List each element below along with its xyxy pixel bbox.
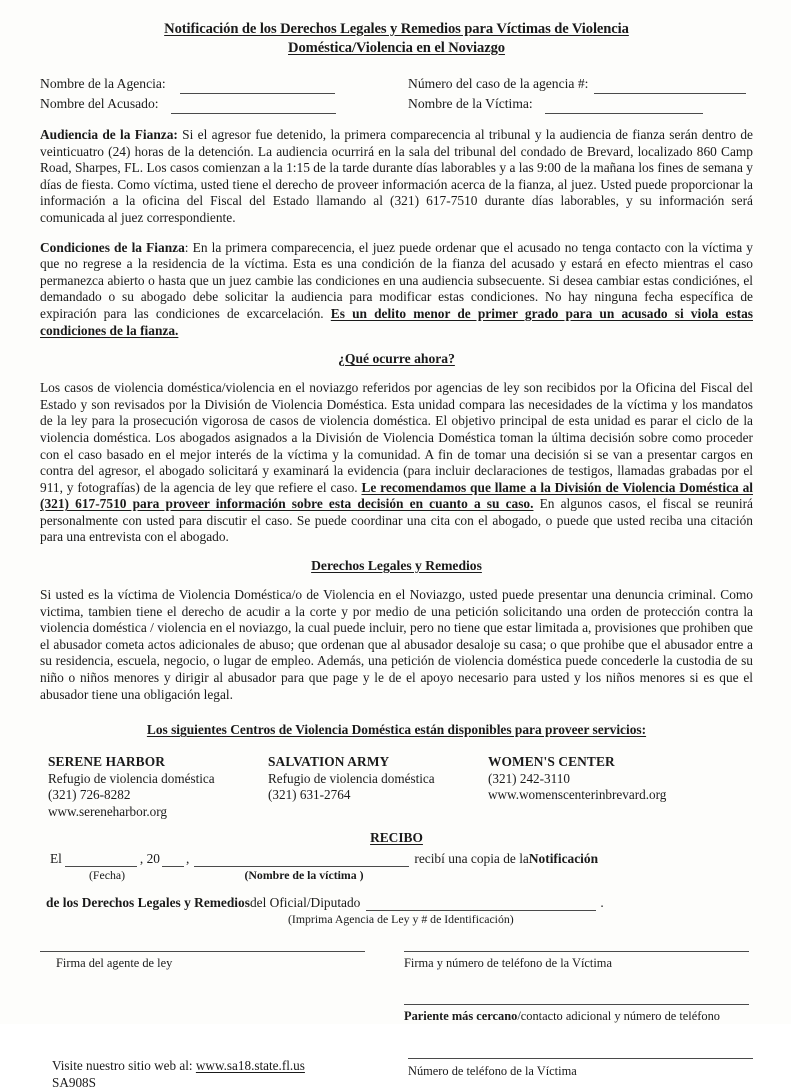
- center-item-serene-harbor: [40, 754, 268, 820]
- what-happens-now-paragraph: [40, 380, 753, 546]
- victim-phone-line[interactable]: [408, 1058, 753, 1059]
- receipt-year-label: , 20: [139, 851, 160, 867]
- center-phone[interactable]: (321) 726-8282: [48, 787, 131, 803]
- center-website[interactable]: www.sereneharbor.org: [48, 803, 168, 819]
- agency-name-field[interactable]: [40, 74, 408, 94]
- what-happens-now-emphasis: Le recomendamos que llame a la División de Violencia Doméstica al (321) 617-7510 para proveer información sobre esta decisión en cuanto a su caso.: [40, 479, 753, 512]
- case-number-field[interactable]: [408, 74, 753, 94]
- footer: [40, 1058, 753, 1091]
- victim-name-field[interactable]: [408, 94, 753, 114]
- center-website[interactable]: www.womenscenterinbrevard.org: [488, 787, 667, 803]
- victim-signature-caption: Firma y número de teléfono de la Víctima: [404, 956, 612, 971]
- bail-conditions-text: : En la primera comparecencia, el juez puede ordenar que el acusado no tenga contacto con la víctima y que no regrese a la residencia de la víctima. Esta es una condición de la fianza del acusado y estará en efecto mientras el caso permanezca abierto o hasta que un juez cambie las condiciones en una audiencia subsecuente. Si desea cambiar estas condiciónes, el demandado o su abogado debe solicitar la audiencia para modificar estas condiciones. No hay ninguna fecha específica de expiración para las condiciones de excarcelación.: [40, 239, 753, 321]
- signature-area: [40, 951, 753, 1024]
- footer-website-link[interactable]: www.sa18.state.fl.us: [195, 1058, 305, 1074]
- accused-name-field[interactable]: [40, 94, 408, 114]
- receipt-period: .: [600, 895, 604, 911]
- center-phone[interactable]: (321) 631-2764: [268, 787, 351, 803]
- accused-name-input[interactable]: [171, 100, 336, 114]
- what-happens-now-text-2: En algunos casos, el fiscal se reunirá personalmente con usted para discutir el caso. Se puede coordinar una cita con el abogado, o puede que usted reciba una citación para una entrevista con el abogado.: [40, 496, 753, 545]
- receipt-captions-row-1: [40, 868, 753, 883]
- footer-website-prefix: Visite nuestro sitio web al:: [52, 1058, 196, 1074]
- receipt-date-caption: (Fecha): [88, 868, 126, 883]
- victim-phone-block[interactable]: [408, 1058, 753, 1091]
- center-name: SERENE HARBOR: [48, 754, 166, 770]
- centers-heading: [40, 722, 753, 738]
- case-number-label: Número del caso de la agencia #:: [408, 76, 589, 91]
- bail-hearing-text: Si el agresor fue detenido, la primera comparecencia al tribunal y la audiencia de fianza serán dentro de veinticuatro (24) horas de la detención. La audiencia ocurrirá en la sala del tribunal del condado de Brevard, localizado 860 Camp Road, Sharpes, FL. Los casos comienzan a la 1:15 de la tarde durante días laborables y a las 9:00 de la mañana los fines de semana y días de fiesta. Como víctima, usted tiene el derecho de proveer información acerca de la fianza, al juez. Usted puede proporcionar la información a la oficina del Fiscal del Estado llamando al (321) 617-7510 durante días laborables, y su información será comunicada al juez correspondiente.: [40, 127, 753, 225]
- center-item-womens-center: [488, 754, 753, 820]
- centers-list: [40, 754, 753, 820]
- center-description: Refugio de violencia doméstica: [48, 770, 215, 786]
- signature-row-1: [40, 951, 753, 971]
- what-happens-now-heading: [40, 351, 753, 367]
- receipt-rights-bold: de los Derechos Legales y Remedios: [46, 895, 250, 911]
- legal-rights-paragraph: [40, 587, 753, 703]
- victim-signature-block[interactable]: [404, 951, 753, 971]
- receipt-agency-caption: (Imprima Agencia de Ley y # de Identificación): [288, 912, 514, 927]
- page-title-line-2: Doméstica/Violencia en el Noviazgo: [288, 40, 505, 56]
- receipt-suffix-bold: Notificación: [528, 851, 599, 867]
- receipt-heading-text: RECIBO: [370, 830, 423, 846]
- legal-rights-heading: [40, 558, 753, 574]
- page-title-line-1: Notificación de los Derechos Legales y Remedios para Víctimas de Violencia: [164, 21, 629, 37]
- receipt-comma: ,: [186, 851, 190, 867]
- victim-phone-caption: Número de teléfono de la Víctima: [408, 1064, 577, 1079]
- legal-rights-text: Si usted es la víctima de Violencia Doméstica/o de Violencia en el Noviazgo, usted puede presentar una denuncia criminal. Como victima, tambien tiene el derecho de acudir a la corte y por medio de una petición solicitando una orden de protección contra la violencia doméstica / violencia en el noviazgo, la cual puede incluir, pero no tiene que estar limitada a, provisiones que prohiben que el abusador cometa actos adicionales de abuso; que ordenan que al abusador desaloje su casa; o que prohibe que el abusador entre a su residencia, escuela, negocio, o lugar de empleo. Además, una petición de violencia doméstica puede concederle la custodia de su niño o niños menores y dirigir al abusador para que page y le de el apoyo necesario para usted y los niños menores si es que el abusador tiene una obligación legal.: [40, 587, 753, 702]
- receipt-el-label: El: [50, 851, 62, 867]
- next-of-kin-plain: /contacto adicional y número de teléfono: [517, 1009, 720, 1024]
- next-of-kin-caption: [404, 1005, 753, 1024]
- bail-hearing-heading: Audiencia de la Fianza:: [40, 127, 178, 142]
- officer-signature-caption: Firma del agente de ley: [56, 956, 173, 971]
- officer-signature-block[interactable]: [40, 951, 404, 971]
- receipt-officer-label: del Oficial/Diputado: [249, 895, 361, 911]
- footer-form-code: SA908S: [52, 1075, 96, 1091]
- bail-conditions-heading: Condiciones de la Fianza: [40, 239, 185, 255]
- case-number-input[interactable]: [594, 80, 746, 94]
- centers-heading-text: Los siguientes Centros de Violencia Doméstica están disponibles para proveer servicios:: [146, 722, 647, 738]
- center-item-salvation-army: [268, 754, 488, 820]
- victim-name-label: Nombre de la Víctima:: [408, 96, 533, 111]
- agency-name-input[interactable]: [180, 80, 335, 94]
- receipt-line-1: [40, 851, 753, 867]
- form-header-row-2: [40, 94, 753, 114]
- receipt-line-2: [40, 895, 753, 911]
- signature-row-2: [40, 1004, 753, 1024]
- center-name: WOMEN'S CENTER: [488, 754, 615, 770]
- bail-hearing-paragraph: [40, 127, 753, 227]
- victim-name-input[interactable]: [545, 100, 703, 114]
- what-happens-now-text-1: Los casos de violencia doméstica/violencia en el noviazgo referidos por agencias de ley son recibidos por la Oficina del Fiscal del Estado y son revisados por la División de Violencia Doméstica. Esta unidad compara las necesidades de la víctima y los mandatos de la ley para la prosecución vigorosa de casos de violencia doméstica. El objetivo principal de esta unidad es parar el ciclo de la violencia doméstica. Los abogados asignados a la División de Violencia Doméstica toman la última decisión sobre como proceder con el caso basado en el mejor interés de la víctima y la comunidad. A fin de tomar una decisión si se van a presentar cargos en contra del agresor, el abogado solicitará y examinará la evidencia (para incluir declaraciones de testigos, llamadas grabadas por el 911, y fotografías) de la agencia de ley que refiere el caso.: [40, 380, 753, 495]
- agency-name-label: Nombre de la Agencia:: [40, 76, 166, 91]
- receipt-victim-name-input[interactable]: [194, 853, 409, 867]
- form-header: [40, 74, 753, 114]
- bail-conditions-paragraph: [40, 240, 753, 340]
- legal-rights-heading-text: Derechos Legales y Remedios: [311, 558, 482, 574]
- next-of-kin-block[interactable]: [404, 1004, 753, 1024]
- center-phone[interactable]: (321) 242-3110: [488, 770, 570, 786]
- receipt-heading: [40, 830, 753, 846]
- center-name: SALVATION ARMY: [268, 754, 390, 770]
- page-title: [40, 20, 753, 58]
- receipt-officer-input[interactable]: [366, 897, 596, 911]
- accused-name-label: Nombre del Acusado:: [40, 96, 159, 111]
- next-of-kin-bold: Pariente más cercano: [404, 1009, 518, 1024]
- receipt-victim-name-caption: (Nombre de la víctima ): [244, 868, 364, 883]
- what-happens-now-heading-text: ¿Qué ocurre ahora?: [338, 351, 455, 367]
- center-description: Refugio de violencia doméstica: [268, 770, 435, 786]
- receipt-date-input[interactable]: [65, 853, 137, 867]
- signature-row-2-spacer: [40, 1004, 404, 1024]
- form-header-row-1: [40, 74, 753, 94]
- footer-website-block: [40, 1058, 408, 1091]
- receipt-suffix-plain: recibí una copia de la: [414, 851, 529, 867]
- receipt-year-input[interactable]: [162, 853, 184, 867]
- bail-conditions-emphasis: Es un delito menor de primer grado para un acusado si viola estas condiciones de la fianza.: [40, 305, 753, 338]
